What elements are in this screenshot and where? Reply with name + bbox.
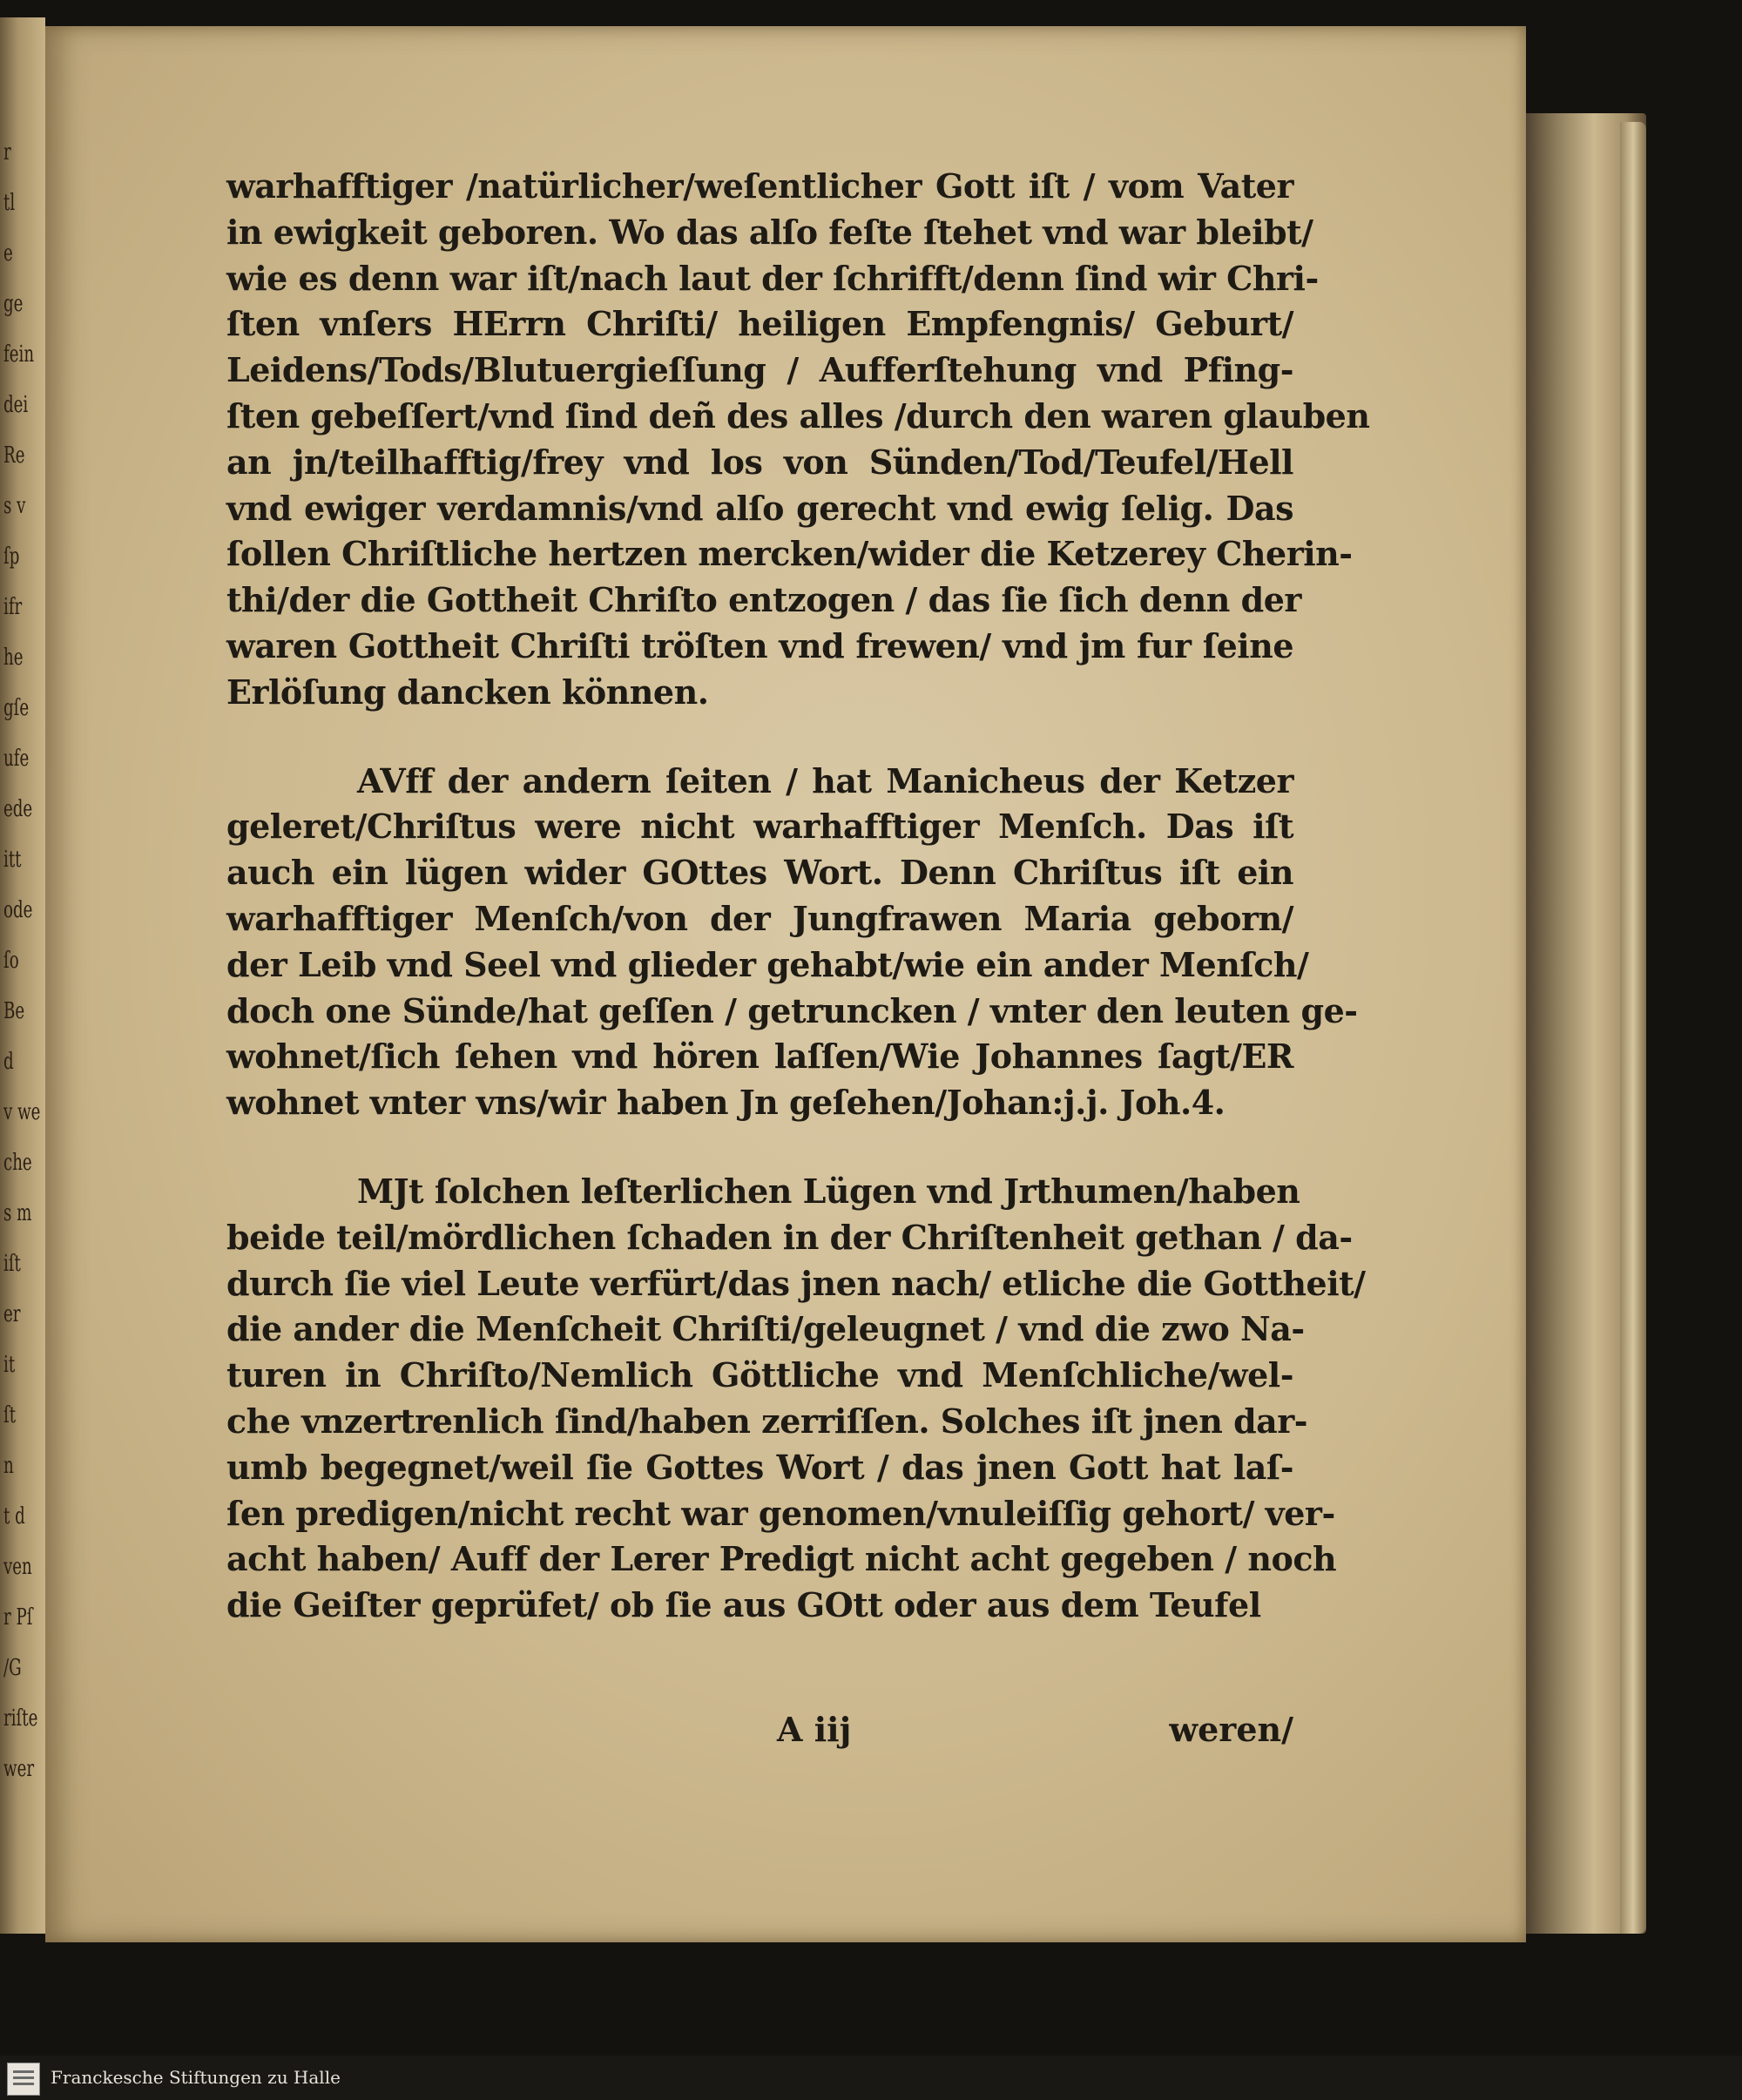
left-page-text-fragment: gſe [3, 695, 30, 721]
left-page-text-fragment: it [3, 1352, 16, 1378]
left-page-text-fragment: er [3, 1301, 21, 1327]
text-line: Leidens/Tods/Blutuergieſſung / Aufferſtehung vnd Pfing- [226, 350, 1293, 390]
institution-name: Franckesche Stiftungen zu Halle [51, 2067, 341, 2088]
left-page-text-fragment: t d [3, 1503, 25, 1529]
text-line: ſten vnſers HErrn Chriſti/ heiligen Empfengnis/ Geburt/ [226, 304, 1293, 344]
text-line: auch ein lügen wider GOttes Wort. Denn Chriſtus iſt ein [226, 853, 1293, 893]
left-page-text-fragment: d [3, 1049, 14, 1075]
page-text-block [226, 164, 1370, 1629]
left-page-text-fragment: r [3, 139, 11, 165]
signature-mark: A iij [777, 1710, 852, 1749]
left-page-text-fragment: che [3, 1150, 32, 1176]
text-line: turen in Chriſto/Nemlich Göttliche vnd Menſchliche/wel- [226, 1355, 1293, 1395]
left-page-text-fragment: s m [3, 1200, 32, 1226]
text-line: an jn/teilhafftig/frey vnd los von Sünden/Tod/Teufel/Hell [226, 442, 1293, 482]
left-page-text-fragment: e [3, 240, 13, 267]
text-line: der Leib vnd Seel vnd glieder gehabt/wie ein ander Menſch/ [226, 944, 1309, 984]
left-page-text-fragment: he [3, 645, 24, 671]
left-page-text-fragment: ge [3, 291, 24, 317]
text-line: warhafftiger Menſch/von der Jungfrawen Maria geborn/ [226, 898, 1293, 938]
left-page-text-fragment: dei [3, 392, 29, 418]
text-line: thi/der die Gottheit Chriſto entzogen / das ſie ſich denn der [226, 580, 1301, 620]
paragraph-gap [226, 1126, 1293, 1169]
text-line: wohnet/ſich ſehen vnd hören laſſen/Wie Johannes ſagt/ER [226, 1036, 1293, 1077]
left-page-text-fragment: itt [3, 847, 22, 873]
left-page-text-fragment: fein [3, 341, 35, 368]
text-line: Erlöſung dancken können. [226, 672, 709, 712]
left-page-text-fragment: Re [3, 442, 25, 469]
catchword: weren/ [1169, 1710, 1293, 1749]
left-page-text-fragment: wer [3, 1756, 35, 1782]
paragraph-2 [226, 759, 1358, 1126]
text-line: umb begegnet/weil ſie Gottes Wort / das jnen Gott hat laſ- [226, 1447, 1293, 1487]
institution-logo-icon [7, 2063, 40, 2096]
text-line: ſen predigen/nicht recht war genomen/vnuleiſſig gehort/ ver- [226, 1493, 1335, 1533]
paragraph-1 [226, 164, 1370, 716]
book-cover-edge [1620, 122, 1646, 1934]
text-line: die ander die Menſcheit Chriſti/geleugnet / vnd die zwo Na- [226, 1309, 1305, 1349]
text-line: doch one Sünde/hat geſſen / getruncken / vnter den leuten ge- [226, 990, 1358, 1030]
left-page-text-fragment: ode [3, 897, 33, 923]
left-page-text-fragment: ſp [3, 544, 20, 570]
text-line: geleret/Chriſtus were nicht warhafftiger Menſch. Das iſt [226, 807, 1293, 847]
signature-line [226, 1710, 1293, 1762]
left-page-text-fragment: /G [3, 1655, 22, 1681]
left-facing-page-edge [0, 17, 45, 1934]
left-page-text-fragment: ſt [3, 1402, 17, 1428]
text-line: in ewigkeit geboren. Wo das alſo feſte ſtehet vnd war bleibt/ [226, 212, 1313, 252]
text-line: MJt ſolchen leſterlichen Lügen vnd Jrthumen/haben [357, 1171, 1300, 1211]
left-page-text-fragment: ven [3, 1554, 32, 1580]
text-line: warhafftiger /natürlicher/weſentlicher Gott iſt / vom Vater [226, 166, 1293, 206]
paragraph-gap [226, 716, 1293, 759]
left-page-text-fragment: ifr [3, 594, 23, 620]
left-page-text-fragment: r Pſ [3, 1604, 33, 1631]
text-line: AVff der andern ſeiten / hat Manicheus der Ketzer [357, 760, 1293, 800]
left-page-text-fragment: v we [3, 1099, 41, 1125]
text-line: wie es denn war iſt/nach laut der ſchrifft/denn ſind wir Chri- [226, 258, 1319, 298]
left-page-text-fragment: ſo [3, 948, 19, 974]
text-line: vnd ewiger verdamnis/vnd alſo gerecht vnd ewig ſelig. Das [226, 488, 1293, 528]
left-page-text-fragment: tl [3, 190, 16, 216]
left-page-text-fragment: riſte [3, 1705, 38, 1732]
left-page-text-fragment: n [3, 1453, 14, 1479]
text-line: ſten gebeſſert/vnd ſind deñ des alles /durch den waren glauben [226, 395, 1370, 436]
text-line: wohnet vnter vns/wir haben Jn geſehen/Johan:j.j. Joh.4. [226, 1083, 1225, 1123]
text-line: die Geiſter geprüfet/ ob ſie aus GOtt oder aus dem Teufel [226, 1585, 1261, 1625]
text-line: ſollen Chriſtliche hertzen mercken/wider die Ketzerey Cherin- [226, 534, 1353, 574]
footer-bar [0, 2056, 1742, 2100]
left-page-text-fragment: ede [3, 796, 33, 822]
book-page [45, 26, 1526, 1942]
text-line: acht haben/ Auff der Lerer Predigt nicht acht gegeben / noch [226, 1539, 1337, 1579]
text-line: durch ſie viel Leute verfürt/das jnen nach/ etliche die Gottheit/ [226, 1263, 1366, 1303]
text-line: che vnzertrenlich ſind/haben zerriſſen. Solches iſt jnen dar- [226, 1401, 1308, 1441]
left-page-text-fragment: Be [3, 998, 25, 1024]
text-line: beide teil/mördlichen ſchaden in der Chriſtenheit gethan / da- [226, 1217, 1353, 1257]
left-page-text-fragment: s v [3, 493, 26, 519]
left-page-text-fragment: ufe [3, 746, 30, 772]
paragraph-3 [226, 1169, 1366, 1629]
text-line: waren Gottheit Chriſti tröſten vnd frewen/ vnd jm fur ſeine [226, 625, 1293, 665]
left-page-text-fragment: iſt [3, 1251, 21, 1277]
